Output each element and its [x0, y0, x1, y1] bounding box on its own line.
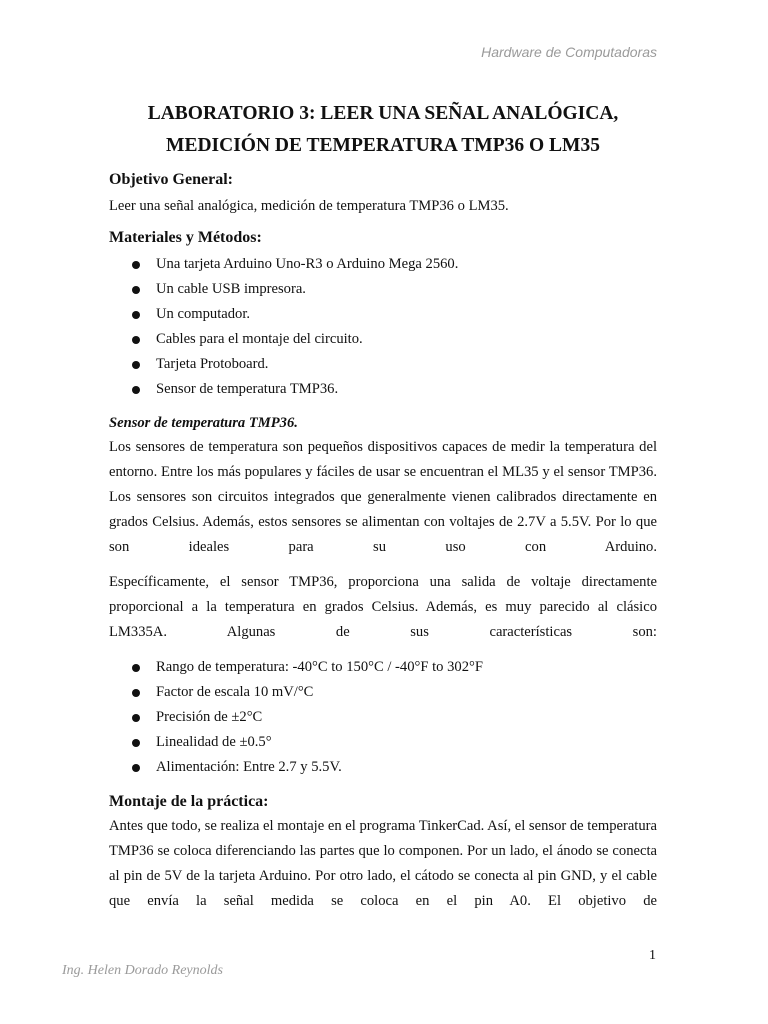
materials-list	[109, 252, 657, 402]
title-line-1: LABORATORIO 3: LEER UNA SEÑAL ANALÓGICA,	[147, 103, 619, 124]
bullet-icon	[132, 714, 140, 722]
montaje-paragraph: Antes que todo, se realiza el montaje en el programa TinkerCad. Así, el sensor de temperatura TMP36 se coloca diferenciando las partes que lo componen. Por un lado, el ánodo se conecta al pin de 5V de la tarjeta Arduino. Por otro lado, el cátodo se conecta al pin GND, y el cable que envía la señal medida se coloca en el pin A0. El objetivo de	[109, 818, 657, 909]
sensor-paragraph-2: Específicamente, el sensor TMP36, proporciona una salida de voltaje directamente proporcional a la temperatura en grados Celsius. Además, es muy parecido al clásico LM335A. Algunas de sus características son:	[109, 574, 657, 640]
list-item: Alimentación: Entre 2.7 y 5.5V.	[109, 755, 657, 780]
montaje-heading: Montaje de la práctica:	[109, 793, 269, 810]
bullet-icon	[132, 286, 140, 294]
title-line-2: MEDICIÓN DE TEMPERATURA TMP36 O LM35	[166, 135, 600, 156]
sensor-heading: Sensor de temperatura TMP36.	[109, 415, 298, 431]
bullet-icon	[132, 739, 140, 747]
bullet-icon	[132, 764, 140, 772]
list-item: Rango de temperatura: -40°C to 150°C / -40°F to 302°F	[109, 655, 657, 680]
features-list	[109, 655, 657, 780]
document-body	[109, 98, 657, 914]
page-number: 1	[649, 948, 656, 963]
page-footer: Ing. Helen Dorado Reynolds	[62, 963, 223, 978]
list-item: Una tarjeta Arduino Uno-R3 o Arduino Mega 2560.	[109, 252, 657, 277]
bullet-icon	[132, 336, 140, 344]
bullet-icon	[132, 311, 140, 319]
bullet-icon	[132, 664, 140, 672]
list-item: Un computador.	[109, 302, 657, 327]
document-title	[109, 98, 657, 162]
list-item: Tarjeta Protoboard.	[109, 352, 657, 377]
objective-text: Leer una señal analógica, medición de temperatura TMP36 o LM35.	[109, 198, 509, 214]
bullet-icon	[132, 689, 140, 697]
bullet-icon	[132, 261, 140, 269]
bullet-icon	[132, 386, 140, 394]
objective-heading: Objetivo General:	[109, 171, 233, 188]
list-item: Cables para el montaje del circuito.	[109, 327, 657, 352]
list-item: Precisión de ±2°C	[109, 705, 657, 730]
list-item: Linealidad de ±0.5°	[109, 730, 657, 755]
list-item: Un cable USB impresora.	[109, 277, 657, 302]
materials-heading: Materiales y Métodos:	[109, 229, 262, 246]
sensor-paragraph-1: Los sensores de temperatura son pequeños dispositivos capaces de medir la temperatura del entorno. Entre los más populares y fáciles de usar se encuentran el ML35 y el sensor TMP36. Los sensores son circuitos integrados que generalmente vienen calibrados directamente en grados Celsius. Además, estos sensores se alimentan con voltajes de 2.7V a 5.5V. Por lo que son ideales para su uso con Arduino.	[109, 439, 657, 555]
bullet-icon	[132, 361, 140, 369]
page-header: Hardware de Computadoras	[481, 44, 657, 60]
list-item: Sensor de temperatura TMP36.	[109, 377, 657, 402]
list-item: Factor de escala 10 mV/°C	[109, 680, 657, 705]
